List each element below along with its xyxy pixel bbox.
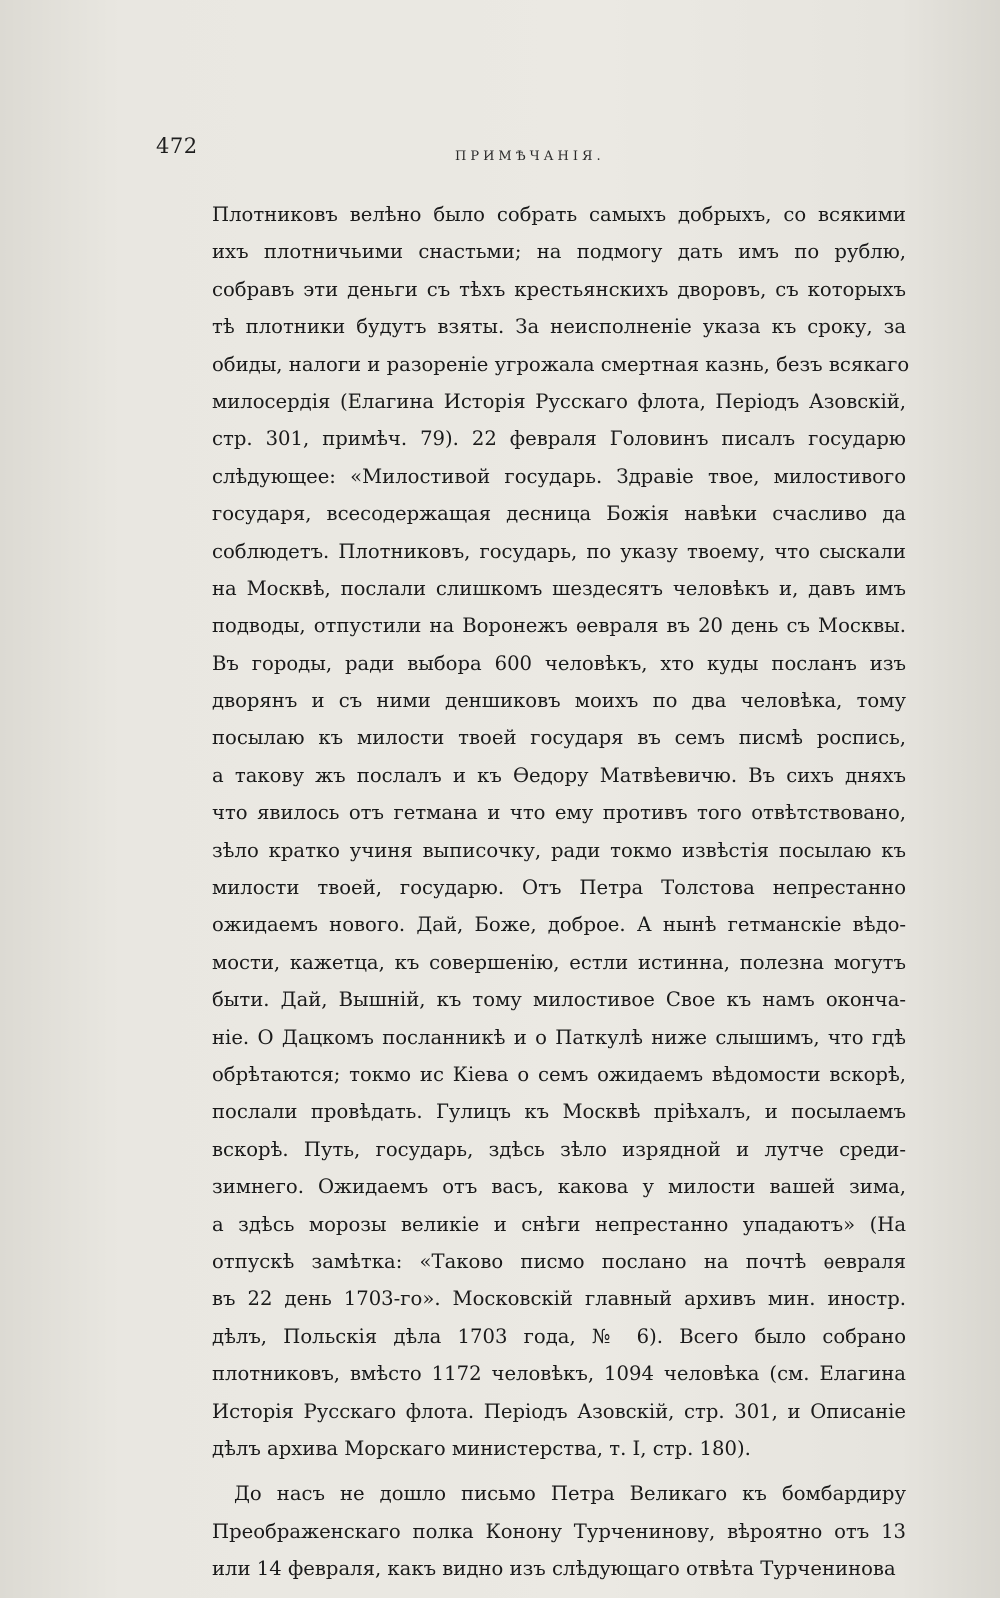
paragraph — [212, 196, 910, 1467]
text-line: соблюдетъ. Плотниковъ, государь, по указу твоему, что сыскали — [212, 539, 906, 563]
text-line: подводы, отпустили на Воронежъ ѳевраля въ 20 день съ Москвы. — [212, 614, 906, 638]
text-line: милости твоей, государю. Отъ Петра Толстова непрестанно — [212, 876, 906, 900]
body-text — [212, 196, 910, 1587]
text-line: обрѣтаются; токмо ис Кіева о семъ ожидаемъ вѣдомости вскорѣ, — [212, 1062, 906, 1086]
text-line: Преображенскаго полка Конону Турченинову, вѣроятно отъ 13 — [212, 1519, 906, 1543]
text-line: Въ городы, ради выбора 600 человѣкъ, хто куды посланъ изъ — [212, 651, 906, 675]
text-line: а здѣсь морозы великіе и снѣги непрестанно упадаютъ» (На — [212, 1212, 906, 1236]
text-line: дворянъ и съ ними деншиковъ моихъ по два человѣка, тому — [212, 689, 906, 713]
text-line: что явилось отъ гетмана и что ему противъ того отвѣтствовано, — [212, 801, 906, 825]
text-line: дѣлъ архива Морскаго министерства, т. I, стр. 180). — [212, 1436, 751, 1460]
text-line: слѣдующее: «Милостивой государь. Здравіе твое, милостивого — [212, 464, 906, 488]
running-title: ПРИМѢЧАНІЯ. — [455, 149, 605, 164]
text-line: обиды, налоги и разореніе угрожала смертная казнь, безъ всякаго — [212, 352, 910, 376]
text-line: или 14 февраля, какъ видно изъ слѣдующаго отвѣта Турченинова — [212, 1557, 896, 1581]
text-line: зѣло кратко учиня выписочку, ради токмо извѣстія посылаю къ — [212, 838, 906, 862]
page-number: 472 — [156, 134, 198, 158]
text-line: До насъ не дошло письмо Петра Великаго къ бомбардиру — [234, 1482, 906, 1506]
text-line: отпускѣ замѣтка: «Таково писмо послано на почтѣ ѳевраля — [212, 1249, 906, 1273]
text-line: въ 22 день 1703-го». Московскій главный архивъ мин. иностр. — [212, 1287, 906, 1311]
text-line: посылаю къ милости твоей государя въ семъ писмѣ роспись, — [212, 726, 906, 750]
text-line: стр. 301, примѣч. 79). 22 февраля Головинъ писалъ государю — [212, 427, 906, 451]
text-line: милосердія (Елагина Исторія Русскаго флота, Періодъ Азовскій, — [212, 389, 906, 413]
text-line: быти. Дай, Вышній, къ тому милостивое Свое къ намъ оконча- — [212, 988, 906, 1012]
text-line: зимнего. Ожидаемъ отъ васъ, какова у милости вашей зима, — [212, 1175, 906, 1199]
text-line: ожидаемъ нового. Дай, Боже, доброе. А нынѣ гетманскіе вѣдо- — [212, 913, 906, 937]
text-line: государя, всесодержащая десница Божія навѣки счасливо да — [212, 502, 906, 526]
text-line: Плотниковъ велѣно было собрать самыхъ добрыхъ, со всякими — [212, 203, 906, 226]
text-line: Исторія Русскаго флота. Періодъ Азовскій, стр. 301, и Описаніе — [212, 1399, 906, 1423]
text-line: на Москвѣ, послали слишкомъ шездесятъ человѣкъ и, давъ имъ — [212, 576, 906, 600]
text-line: ихъ плотничьими снастьми; на подмогу дать имъ по рублю, — [212, 240, 906, 264]
text-line: послали провѣдать. Гулицъ къ Москвѣ пріѣхалъ, и посылаемъ — [212, 1100, 906, 1124]
paragraph — [212, 1475, 906, 1587]
text-line: плотниковъ, вмѣсто 1172 человѣкъ, 1094 человѣка (см. Елагина — [212, 1362, 906, 1386]
text-line: мости, кажетца, къ совершенію, естли истинна, полезна могутъ — [212, 950, 906, 974]
text-line: тѣ плотники будутъ взяты. За неисполненіе указа къ сроку, за — [212, 315, 906, 339]
text-line: ніе. О Дацкомъ посланникѣ и о Паткулѣ ниже слышимъ, что гдѣ — [212, 1025, 906, 1049]
text-line: вскорѣ. Путь, государь, здѣсь зѣло изрядной и лутче среди- — [212, 1137, 906, 1161]
text-line: а такову жъ послалъ и къ Ѳедору Матвѣевичю. Въ сихъ дняхъ — [212, 763, 906, 787]
text-line: дѣлъ, Польскія дѣла 1703 года, № 6). Всего было собрано — [212, 1324, 906, 1348]
text-line: собравъ эти деньги съ тѣхъ крестьянскихъ дворовъ, съ которыхъ — [212, 277, 906, 301]
paragraph-gap — [212, 1467, 906, 1475]
